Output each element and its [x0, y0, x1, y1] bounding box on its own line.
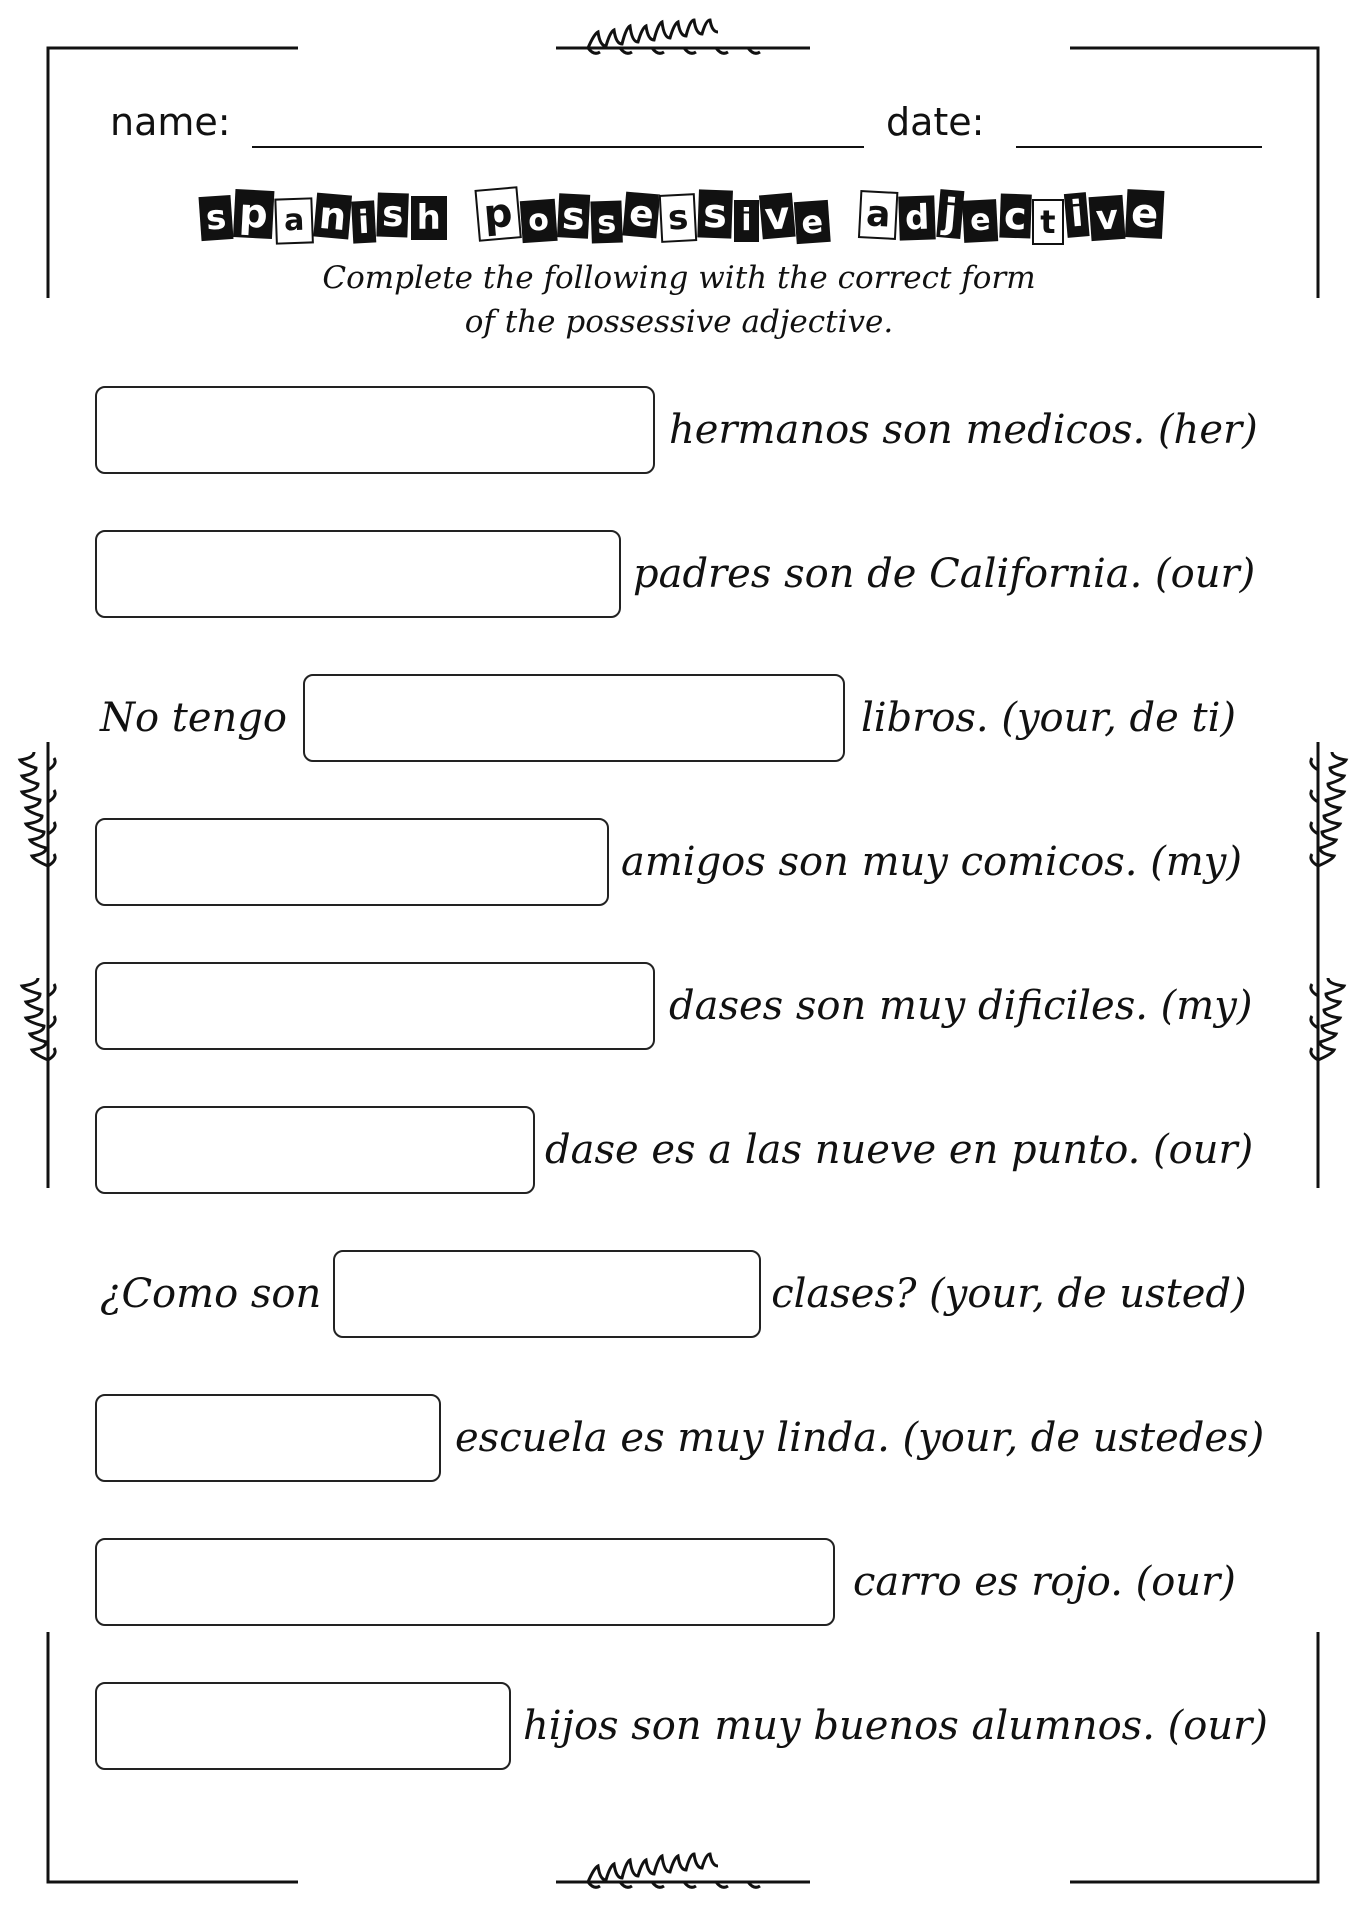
title-letter: v [759, 193, 795, 240]
date-field[interactable] [1016, 146, 1262, 148]
answer-box-3[interactable] [303, 674, 845, 762]
name-label: name: [110, 100, 231, 144]
exercise-row-2 [95, 530, 1255, 618]
title-letter: s [659, 193, 698, 243]
exercise-text-5: dases son muy dificiles. (my) [669, 983, 1253, 1029]
name-field[interactable] [252, 146, 864, 148]
title-word-1 [200, 190, 449, 242]
exercise-text-9: carro es rojo. (our) [853, 1559, 1236, 1605]
title-letter: e [962, 199, 999, 243]
title-letter: s [199, 195, 234, 241]
exercise-row-9 [95, 1538, 1236, 1626]
date-label: date: [886, 100, 985, 144]
exercise-row-6 [95, 1106, 1253, 1194]
title-letter: a [274, 197, 314, 244]
title-letter: c [999, 193, 1031, 238]
title-letter: p [474, 186, 521, 242]
exercise-text-6: dase es a las nueve en punto. (our) [545, 1127, 1254, 1173]
instructions-line-2: of the possessive adjective. [464, 304, 894, 340]
title-letter: i [351, 200, 376, 243]
exercise-text-2: padres son de California. (our) [633, 551, 1256, 597]
title-letter: e [1125, 189, 1165, 239]
title-letter: h [411, 196, 447, 240]
answer-box-4[interactable] [95, 818, 609, 906]
exercise-prefix-7: ¿Como son [100, 1271, 322, 1317]
exercise-text-10: hijos son muy buenos alumnos. (our) [523, 1703, 1268, 1749]
title-letter: s [377, 192, 410, 237]
answer-box-7[interactable] [333, 1250, 761, 1338]
answer-box-1[interactable] [95, 386, 655, 474]
exercise-text-7: clases? (your, de usted) [771, 1271, 1247, 1317]
title-letter: e [622, 192, 660, 239]
answer-box-8[interactable] [95, 1394, 441, 1482]
title-letter: a [858, 190, 899, 240]
title-letter: p [233, 189, 274, 239]
exercise-text-3: libros. (your, de ti) [861, 695, 1237, 741]
exercise-row-4 [95, 818, 1242, 906]
exercise-row-7 [100, 1250, 1247, 1338]
answer-box-10[interactable] [95, 1682, 511, 1770]
title-letter: s [557, 193, 590, 239]
answer-box-6[interactable] [95, 1106, 535, 1194]
title-letter: i [1063, 192, 1089, 238]
answer-box-5[interactable] [95, 962, 655, 1050]
title-letter: v [1088, 195, 1125, 241]
title-letter: d [899, 195, 937, 240]
title-letter: s [698, 189, 733, 238]
title-letter: i [734, 200, 758, 242]
answer-box-2[interactable] [95, 530, 621, 618]
exercise-text-4: amigos son muy comicos. (my) [621, 839, 1242, 885]
title-word-2 [477, 189, 831, 244]
title-letter: e [794, 200, 831, 244]
title-letter: s [590, 200, 622, 243]
exercise-prefix-3: No tengo [100, 695, 287, 741]
title-letter: t [1032, 199, 1063, 245]
exercise-text-8: escuela es muy linda. (your, de ustedes) [455, 1415, 1265, 1461]
title-letter: n [313, 193, 352, 240]
title-letter: j [936, 189, 964, 239]
exercise-row-5 [95, 962, 1252, 1050]
exercise-row-3 [100, 674, 1236, 762]
title-word-3 [859, 190, 1165, 242]
exercise-row-10 [95, 1682, 1268, 1770]
exercise-row-8 [95, 1394, 1264, 1482]
page-title [200, 189, 1270, 258]
exercise-text-1: hermanos son medicos. (her) [669, 407, 1258, 453]
title-letter: o [520, 199, 557, 243]
exercise-row-1 [95, 386, 1258, 474]
answer-box-9[interactable] [95, 1538, 835, 1626]
instructions-line-1: Complete the following with the correct form [322, 260, 1036, 296]
